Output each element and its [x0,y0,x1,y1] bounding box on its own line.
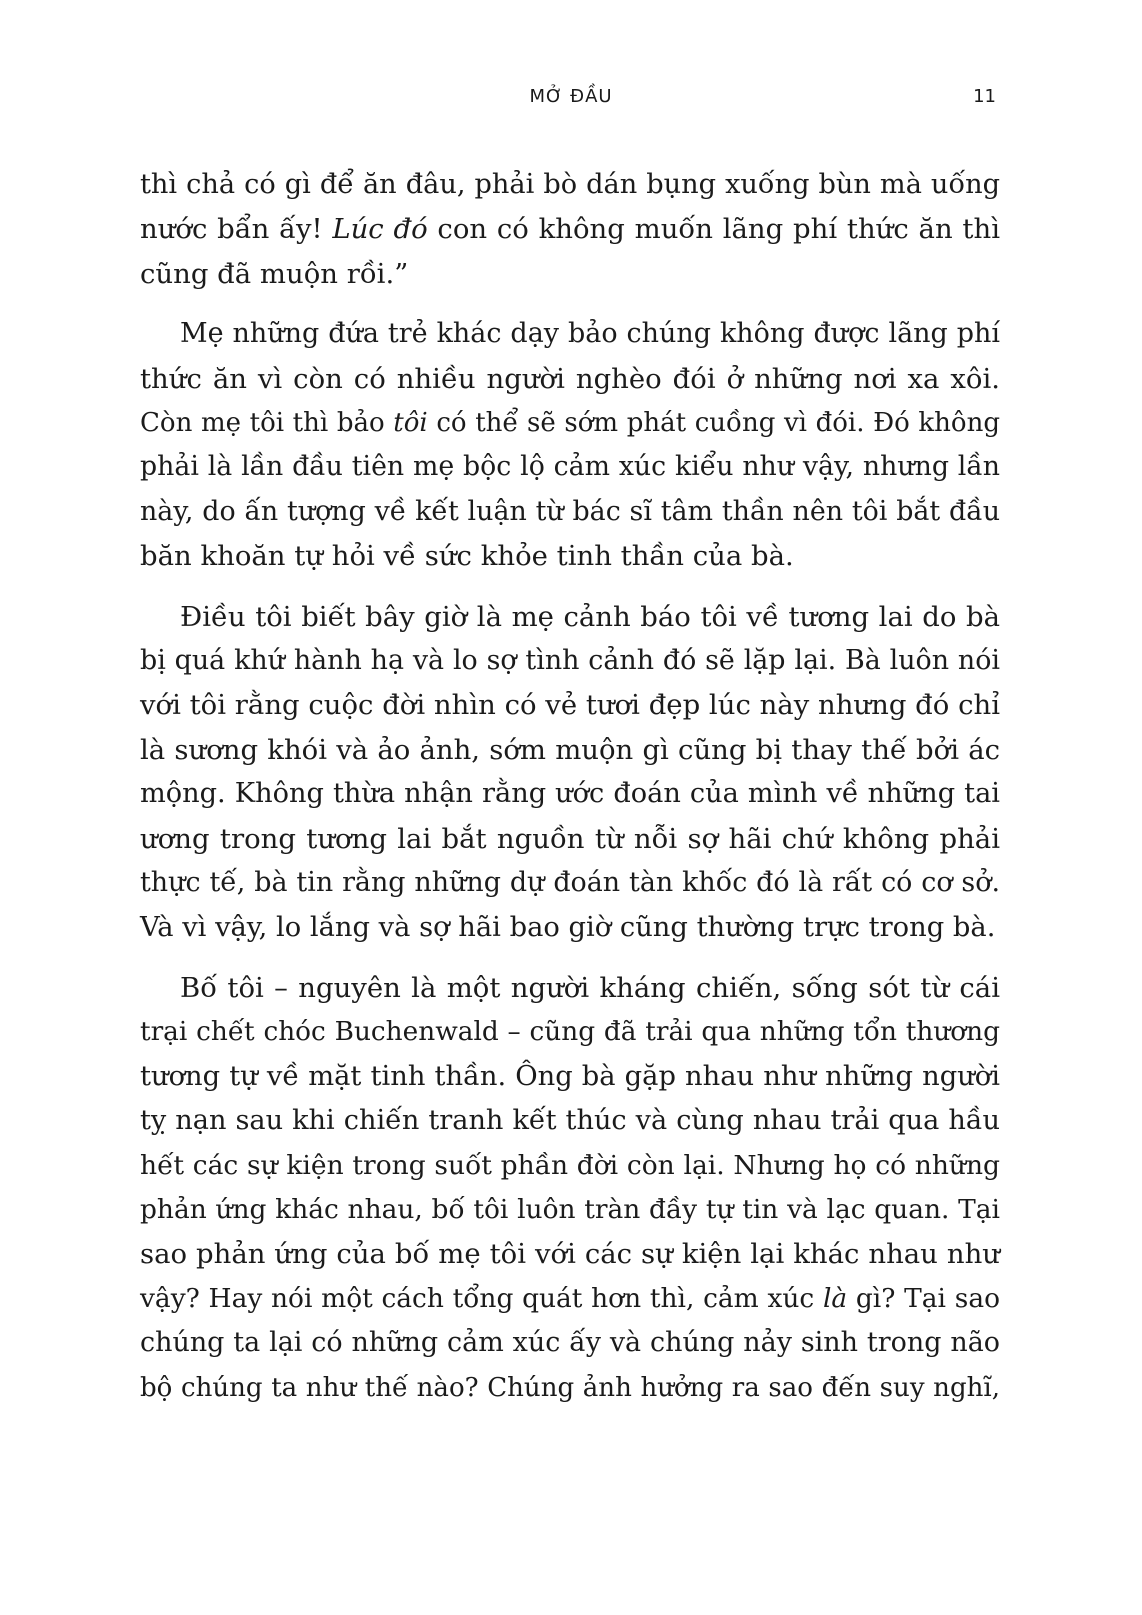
text-line: thức ăn vì còn có nhiều người nghèo đói ở những nơi xa xôi. [140,362,1000,395]
text-line: với tôi rằng cuộc đời nhìn có vẻ tươi đẹp lúc này nhưng đó chỉ [140,689,1000,722]
text-line: phản ứng khác nhau, bố tôi luôn tràn đầy tự tin và lạc quan. Tại [140,1193,1000,1225]
paragraph [140,595,1000,950]
text-line: chúng ta lại có những cảm xúc ấy và chúng nảy sinh trong não [140,1327,1000,1359]
text-line: cũng đã muộn rồi.” [140,257,409,290]
text-line: vậy? Hay nói một cách tổng quát hơn thì, cảm xúc là gì? Tại sao [140,1282,1000,1314]
text-line: bộ chúng ta như thế nào? Chúng ảnh hưởng ra sao đến suy nghĩ, [140,1372,1000,1403]
chapter-title: MỞ ĐẦU [529,86,613,107]
paragraph [140,312,1000,578]
emphasis: tôi [393,408,428,439]
text-line: ương trong tương lai bắt nguồn từ nỗi sợ hãi chứ không phải [140,822,1000,855]
text-line: hết các sự kiện trong suốt phần đời còn lại. Nhưng họ có những [140,1149,1000,1181]
text-line: mộng. Không thừa nhận rằng ước đoán của mình về những tai [140,778,1000,810]
text-line: nước bẩn ấy! Lúc đó con có không muốn lãng phí thức ăn thì [140,213,1000,246]
text-line: Và vì vậy, lo lắng và sợ hãi bao giờ cũng thường trực trong bà. [140,911,996,943]
page-number: 11 [973,86,996,107]
running-header [0,86,1142,116]
text-line: băn khoăn tự hỏi về sức khỏe tinh thần của bà. [140,540,794,573]
paragraph [140,966,1000,1410]
paragraph [140,163,1000,296]
text-line: Điều tôi biết bây giờ là mẹ cảnh báo tôi về tương lai do bà [180,600,1000,633]
text-line: bị quá khứ hành hạ và lo sợ tình cảnh đó sẽ lặp lại. Bà luôn nói [140,645,1000,677]
text-line: tỵ nạn sau khi chiến tranh kết thúc và cùng nhau trải qua hầu [140,1105,1000,1137]
emphasis: Lúc đó [332,213,428,246]
text-line: sao phản ứng của bố mẹ tôi với các sự kiện lại khác nhau như [140,1238,1000,1271]
text-line: Bố tôi – nguyên là một người kháng chiến, sống sót từ cái [180,971,1000,1004]
text-line: trại chết chóc Buchenwald – cũng đã trải qua những tổn thương [140,1017,1000,1048]
text-line: tương tự về mặt tinh thần. Ông bà gặp nhau như những người [140,1060,1000,1092]
text-line: Mẹ những đứa trẻ khác dạy bảo chúng không được lãng phí [180,318,1000,350]
text-line: Còn mẹ tôi thì bảo tôi có thể sẽ sớm phát cuồng vì đói. Đó không [140,408,1000,439]
body-text [140,163,1000,1426]
text-line: thực tế, bà tin rằng những dự đoán tàn khốc đó là rất có cơ sở. [140,867,1000,899]
text-line: phải là lần đầu tiên mẹ bộc lộ cảm xúc kiểu như vậy, nhưng lần [140,451,1000,483]
emphasis: là [822,1282,848,1314]
text-line: là sương khói và ảo ảnh, sớm muộn gì cũng bị thay thế bởi ác [140,733,1000,766]
text-line: thì chả có gì để ăn đâu, phải bò dán bụng xuống bùn mà uống [140,169,1000,200]
text-line: này, do ấn tượng về kết luận từ bác sĩ tâm thần nên tôi bắt đầu [140,495,1000,527]
